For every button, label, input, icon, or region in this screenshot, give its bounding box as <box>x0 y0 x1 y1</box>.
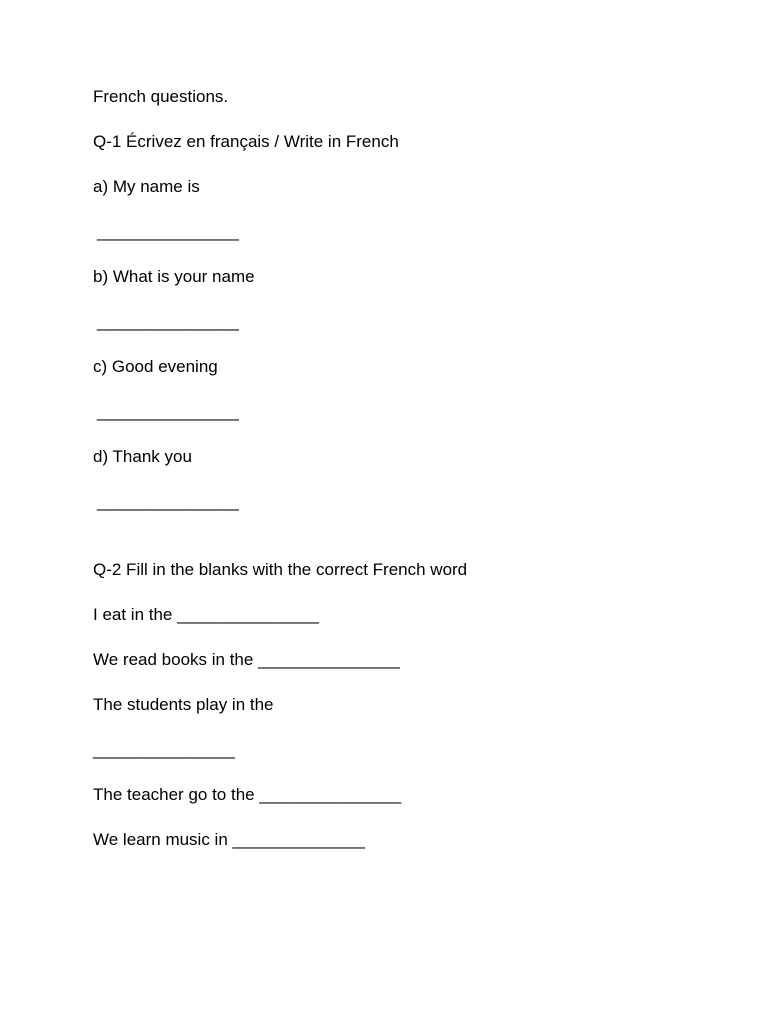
q2-item-1: I eat in the _______________ <box>93 605 319 624</box>
q1-item-c-prompt: c) Good evening <box>93 357 218 376</box>
document-title: French questions. <box>93 87 229 106</box>
q1-item-d-prompt: d) Thank you <box>93 447 192 466</box>
q2-item-2: We read books in the _______________ <box>93 650 400 669</box>
q2-item-3: The students play in the <box>93 695 274 714</box>
q1-item-a-blank: _______________ <box>97 222 239 241</box>
q1-item-b-prompt: b) What is your name <box>93 267 255 286</box>
q1-item-a-prompt: a) My name is <box>93 177 200 196</box>
q2-item-5: We learn music in ______________ <box>93 830 365 849</box>
q2-item-4: The teacher go to the _______________ <box>93 785 402 804</box>
q2-item-3-blank: _______________ <box>93 740 235 759</box>
q1-item-d-blank: _______________ <box>97 492 239 511</box>
q1-heading: Q-1 Écrivez en français / Write in French <box>93 132 399 151</box>
q1-item-c-blank: _______________ <box>97 402 239 421</box>
q1-item-b-blank: _______________ <box>97 312 239 331</box>
q2-heading: Q-2 Fill in the blanks with the correct French word <box>93 560 468 579</box>
